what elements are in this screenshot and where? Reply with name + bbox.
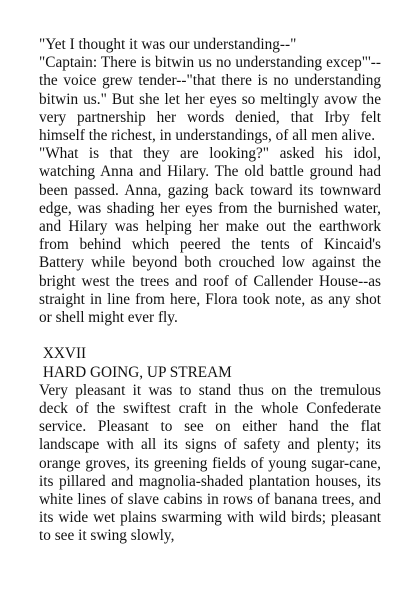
chapter-number: XXVII xyxy=(39,345,87,363)
document-page xyxy=(39,36,381,546)
paragraph-chapter-opening: Very pleasant it was to stand thus on the tremulous deck of the swiftest craft in the whole Confederate service. Pleasant to see on either hand the flat landscape with all its signs of safety and plenty; its orange groves, its greening fields of young sugar-cane, its pillared and magnolia-shaded plantation houses, its white lines of slave cabins in rows of banana trees, and its wide wet plains swarming with wild birds; pleasant to see it swing slowly, xyxy=(39,381,381,545)
paragraph-captain-reply: "Captain: There is bitwin us no understanding excep"'--the voice grew tender--"that there is no understanding bitwin us." But she let her eyes so meltingly avow the very partnership her words denied, that Irby felt himself the richest, in understandings, of all men alive. xyxy=(39,54,381,145)
chapter-title: HARD GOING, UP STREAM xyxy=(39,363,232,381)
paragraph-dialogue-understanding: "Yet I thought it was our understanding--" xyxy=(39,36,297,53)
paragraph-idol-question: "What is that they are looking?" asked his idol, watching Anna and Hilary. The old battle ground had been passed. Anna, gazing back toward its townward edge, was shading her eyes from the burnished water, and Hilary was helping her make out the earthwork from behind which peered the tents of Kincaid's Battery while beyond both crouched low against the bright west the trees and roof of Callender House--as straight in line from here, Flora took note, as any shot or shell might ever fly. xyxy=(39,145,381,327)
section-spacer xyxy=(39,327,381,345)
